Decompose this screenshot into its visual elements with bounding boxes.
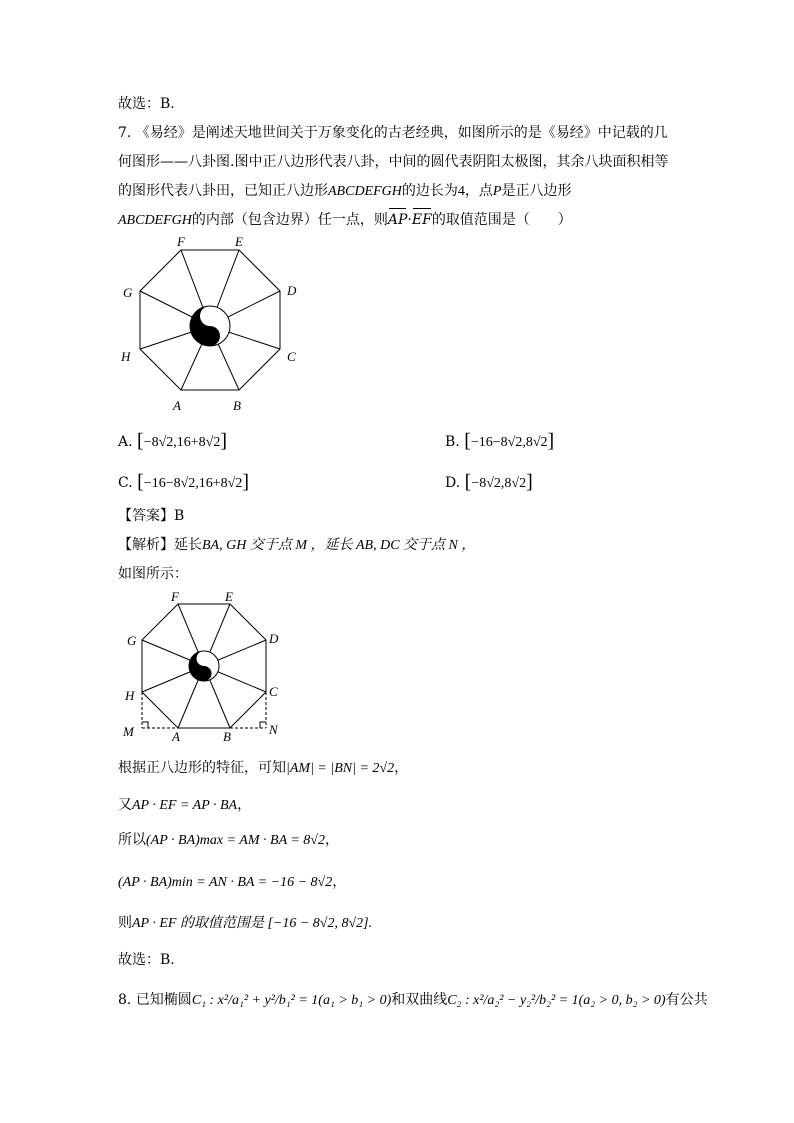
q7-stem-line-3 (118, 181, 571, 202)
bracket-left: [ (464, 471, 472, 493)
stem-text: 的边长为 (401, 183, 458, 199)
vertex-label-g: G (123, 285, 133, 300)
q8-text: 和双曲线 (391, 992, 448, 1008)
stem-text: 是正八边形 (501, 183, 572, 199)
vertex-label-a: A (173, 398, 181, 413)
q8-number: 8. (118, 992, 132, 1008)
option-b-body: −16−8√2,8√2 (470, 435, 548, 450)
analysis-text: 延长 (174, 537, 202, 553)
analysis-label: 【解析】 (118, 537, 174, 553)
point-label-n: N (269, 722, 278, 737)
step-text: ， (332, 874, 347, 890)
as-figure-line: 如图所示： (118, 566, 188, 582)
step-math: |AM| = |BN| = 2√2 (286, 761, 395, 776)
option-a[interactable] (118, 430, 227, 453)
taiji-symbol (190, 306, 230, 346)
side-length: 4 (457, 184, 465, 199)
stem-text: 的内部（包含边界）任一点，则 (191, 212, 388, 228)
right-angle-mark (142, 722, 148, 728)
step-text: 则 (118, 915, 132, 931)
step-math: (AP · BA)max = AM · BA = 8√2 (146, 833, 325, 848)
q8-text: 已知椭圆 (135, 992, 192, 1008)
vertex-label-g: G (127, 633, 137, 648)
vertex-label-e: E (235, 234, 243, 249)
option-a-body: −8√2,16+8√2 (143, 435, 221, 450)
step-math: AP · EF = AP · BA (132, 798, 238, 813)
q7-number: 7. (118, 125, 132, 141)
point-p: P (492, 184, 502, 199)
step-text: 又 (118, 797, 132, 813)
vertex-label-f: F (177, 234, 185, 249)
step-text: ， (325, 832, 339, 848)
step-4 (118, 872, 346, 893)
vector-ef: EF (411, 212, 432, 228)
polygon-name: ABCDEFGH (118, 213, 192, 228)
bracket-right: ] (526, 471, 533, 493)
analysis-line (118, 535, 475, 556)
answer-value: B (174, 508, 185, 524)
option-c-label: C. (118, 475, 133, 491)
step-math: AP · EF 的取值范围是 [−16 − 8√2, 8√2]. (132, 916, 373, 931)
answer-line (118, 506, 184, 526)
option-d-label: D. (445, 475, 461, 491)
step-3 (118, 830, 339, 851)
option-b[interactable] (445, 430, 554, 453)
step-text: ， (394, 760, 409, 776)
vertex-label-d: D (287, 283, 297, 298)
vertex-label-b: B (223, 729, 231, 744)
option-a-label: A. (118, 434, 133, 450)
prev-answer: 故选：B. (118, 96, 175, 112)
ellipse-equation: C₁ : x²/a₁² + y²/b₁² = 1(a₁ > b₁ > 0) (191, 993, 392, 1008)
step-text: ， (237, 797, 252, 813)
step-text: 根据正八边形的特征，可知 (118, 760, 286, 776)
step-5 (118, 913, 372, 934)
q7-stem-text-1: 《易经》是阐述天地世间关于万象变化的古老经典，如图所示的是《易经》中记载的几 (135, 125, 668, 141)
option-c[interactable] (118, 471, 249, 494)
stem-text: ，点 (464, 183, 493, 199)
step-math: (AP · BA)min = AN · BA = −16 − 8√2 (118, 875, 333, 890)
bracket-left: [ (464, 430, 471, 452)
point-label-m: M (123, 724, 134, 739)
polygon-name: ABCDEFGH (328, 184, 402, 199)
bracket-right: ] (547, 430, 555, 452)
stem-text: 的取值范围是（ ） (431, 212, 572, 228)
hyperbola-equation: C₂ : x²/a₂² − y₂²/b₂² = 1(a₂ > 0, b₂ > 0) (447, 993, 666, 1008)
dot-operator: · (407, 212, 412, 228)
right-angle-mark (260, 722, 266, 728)
q8-stem (118, 990, 708, 1011)
vertex-label-b: B (233, 398, 241, 413)
option-c-body: −16−8√2,16+8√2 (143, 476, 243, 491)
vertex-label-d: D (269, 631, 279, 646)
bagua-figure (115, 230, 315, 420)
bagua-figure-extended (115, 588, 315, 748)
q8-text: 有公共 (665, 992, 708, 1008)
bracket-right: ] (242, 471, 250, 493)
analysis-math: BA, GH 交于点 M ，延长 AB, DC 交于点 N ， (202, 538, 476, 553)
bracket-left: [ (137, 471, 144, 493)
final-answer: 故选：B. (118, 952, 175, 968)
stem-text: 的图形代表八卦田，已知正八边形 (118, 183, 328, 199)
step-2 (118, 795, 251, 816)
vector-ap: AP (387, 212, 408, 228)
step-text: 所以 (118, 832, 146, 848)
bracket-right: ] (220, 430, 228, 452)
answer-label: 【答案】 (118, 508, 174, 524)
option-d[interactable] (445, 471, 533, 494)
vertex-label-f: F (171, 589, 179, 604)
option-d-body: −8√2,8√2 (471, 476, 527, 491)
step-1 (118, 758, 408, 779)
bracket-left: [ (137, 430, 144, 452)
vertex-label-h: H (125, 688, 135, 703)
q7-stem-line-4 (118, 210, 572, 231)
vertex-label-c: C (287, 349, 296, 364)
option-b-label: B. (445, 434, 460, 450)
vertex-label-c: C (269, 684, 278, 699)
vertex-label-a: A (172, 729, 180, 744)
q7-stem-line-1 (118, 123, 668, 143)
vertex-label-e: E (225, 589, 233, 604)
taiji-symbol (189, 651, 219, 681)
vertex-label-h: H (121, 349, 131, 364)
q7-stem-line-2: 何图形——八卦图.图中正八边形代表八卦，中间的圆代表阴阳太极图，其余八块面积相等 (118, 154, 669, 170)
